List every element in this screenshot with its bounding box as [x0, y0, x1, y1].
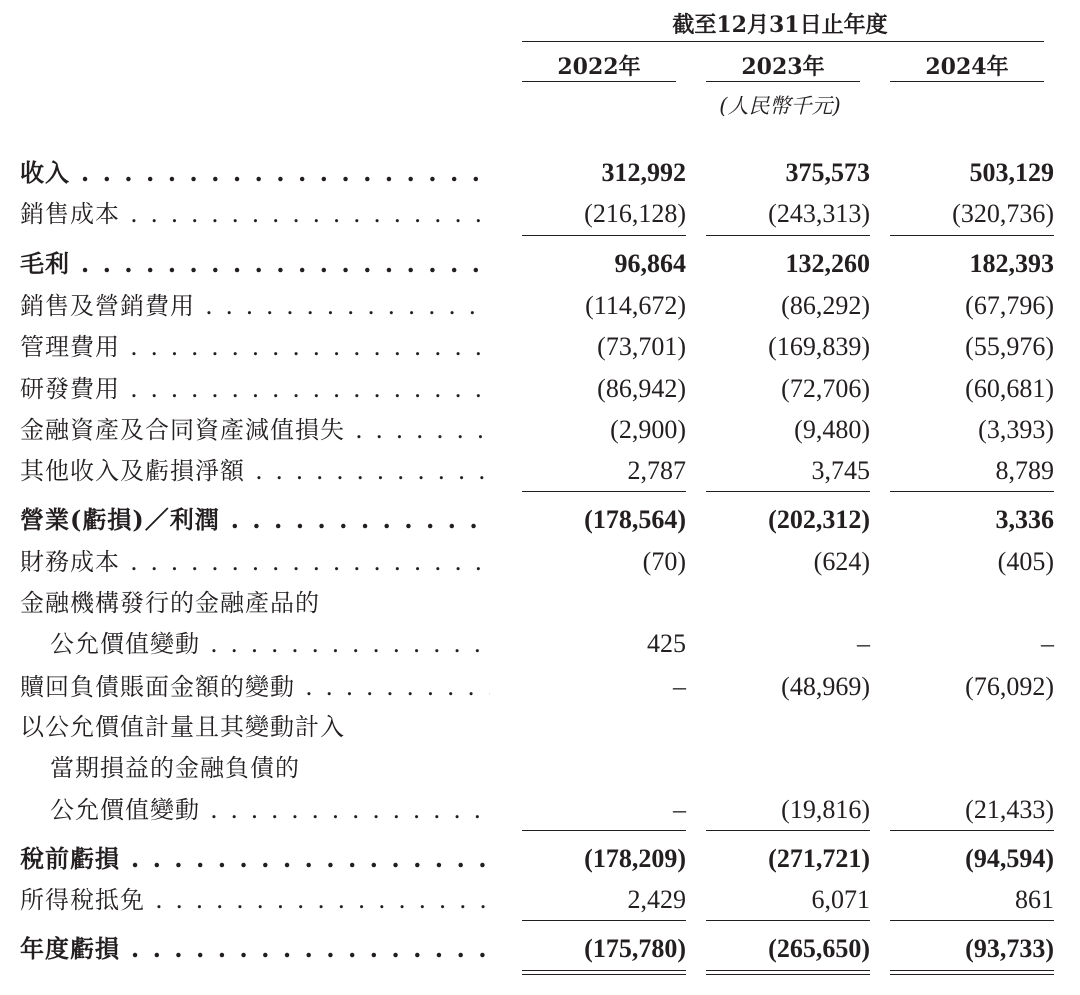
row-label: 銷售及營銷費用 . . .: [20, 286, 490, 326]
total-double-rule: [706, 970, 870, 975]
total-double-rule: [522, 970, 686, 975]
subtotal-rule: [890, 235, 1054, 236]
value-2022: 96,864: [614, 249, 686, 278]
value-2023: 132,260: [785, 249, 870, 278]
value-2022: (175,780): [584, 934, 686, 963]
row-label: 以公允價值計量且其變動計入: [20, 713, 345, 741]
subtotal-rule: [522, 235, 686, 236]
subtotal-rule: [706, 491, 870, 492]
year-rule-2024: [890, 81, 1044, 82]
table-row: [0, 327, 1080, 367]
year-rule-2023: [706, 81, 860, 82]
subtotal-rule: [890, 491, 1054, 492]
value-2024: (60,681): [965, 374, 1054, 403]
value-2022: (70): [642, 547, 686, 576]
table-row: [0, 369, 1080, 409]
table-row: [0, 929, 1080, 969]
value-2023: 6,071: [811, 885, 870, 914]
total-double-rule: [890, 970, 1054, 975]
table-row: [0, 707, 1080, 747]
row-label: 銷售成本 . . .: [20, 194, 490, 234]
row-label: 贖回負債賬面金額的變動 . . .: [20, 667, 490, 707]
subtotal-rule: [522, 920, 686, 921]
value-2022: –: [673, 672, 686, 701]
value-2024: (67,796): [965, 291, 1054, 320]
year-header-2023: 2023年: [741, 54, 825, 80]
subtotal-rule: [706, 830, 870, 831]
period-header: 截至12月31日止年度: [672, 12, 888, 38]
value-2022: 425: [647, 629, 686, 658]
value-2024: (76,092): [965, 672, 1054, 701]
table-row: [0, 839, 1080, 879]
value-2024: 8,789: [995, 456, 1054, 485]
table-row: [0, 500, 1080, 540]
subtotal-rule: [890, 830, 1054, 831]
row-label: 收入 . . .: [20, 153, 490, 193]
value-2022: (114,672): [585, 291, 686, 320]
table-row: [0, 542, 1080, 582]
row-label: 金融機構發行的金融產品的: [20, 589, 320, 617]
value-2024: (320,736): [952, 199, 1054, 228]
value-2023: 375,573: [785, 158, 870, 187]
value-2024: (3,393): [978, 415, 1054, 444]
value-2023: (202,312): [768, 505, 870, 534]
table-row: [0, 194, 1080, 234]
value-2024: (55,976): [965, 332, 1054, 361]
subtotal-rule: [706, 920, 870, 921]
row-label: 當期損益的金融負債的: [50, 754, 300, 782]
table-row: [0, 667, 1080, 707]
value-2023: (243,313): [768, 199, 870, 228]
value-2024: 861: [1015, 885, 1054, 914]
unit-label: (人民幣千元): [719, 94, 841, 118]
year-header-2024: 2024年: [925, 54, 1009, 80]
value-2022: –: [673, 795, 686, 824]
value-2023: (72,706): [781, 374, 870, 403]
subtotal-rule: [706, 235, 870, 236]
value-2024: (405): [997, 547, 1054, 576]
row-label: 稅前虧損 . . .: [20, 839, 490, 879]
year-header-2022: 2022年: [557, 54, 641, 80]
row-label: 金融資產及合同資產減值損失 . . .: [20, 410, 490, 450]
value-2023: (48,969): [781, 672, 870, 701]
value-2024: 3,336: [995, 505, 1054, 534]
table-row: [0, 451, 1080, 491]
value-2022: (178,564): [584, 505, 686, 534]
value-2023: (86,292): [781, 291, 870, 320]
row-label: 研發費用 . . .: [20, 369, 490, 409]
table-row: [0, 880, 1080, 920]
table-row: [0, 748, 1080, 788]
row-label: 管理費用 . . .: [20, 327, 490, 367]
value-2024: 503,129: [969, 158, 1054, 187]
row-label: 財務成本 . . .: [20, 542, 490, 582]
subtotal-rule: [890, 920, 1054, 921]
value-2024: (94,594): [965, 844, 1054, 873]
table-row: [0, 583, 1080, 623]
row-label: 毛利 . . .: [20, 244, 490, 284]
table-row: [0, 286, 1080, 326]
table-row: [0, 153, 1080, 193]
value-2022: (73,701): [597, 332, 686, 361]
value-2022: 2,429: [627, 885, 686, 914]
year-rule-2022: [522, 81, 676, 82]
value-2024: (21,433): [965, 795, 1054, 824]
value-2022: 312,992: [601, 158, 686, 187]
table-row: [0, 624, 1080, 664]
value-2023: (271,721): [768, 844, 870, 873]
value-2023: (265,650): [768, 934, 870, 963]
row-label: 營業(虧損)／利潤 . . .: [20, 500, 490, 540]
value-2024: (93,733): [965, 934, 1054, 963]
value-2024: 182,393: [969, 249, 1054, 278]
value-2022: 2,787: [627, 456, 686, 485]
value-2022: (216,128): [584, 199, 686, 228]
value-2023: 3,745: [811, 456, 870, 485]
value-2023: (169,839): [768, 332, 870, 361]
table-row: [0, 410, 1080, 450]
row-label: 其他收入及虧損淨額 . . .: [20, 451, 490, 491]
value-2023: (19,816): [781, 795, 870, 824]
value-2022: (86,942): [597, 374, 686, 403]
value-2024: –: [1041, 629, 1054, 658]
table-row: [0, 244, 1080, 284]
value-2023: –: [857, 629, 870, 658]
row-label: 所得稅抵免 . . .: [20, 880, 490, 920]
subtotal-rule: [522, 491, 686, 492]
value-2023: (9,480): [794, 415, 870, 444]
value-2023: (624): [813, 547, 870, 576]
row-label: 公允價值變動 . . .: [50, 624, 490, 664]
table-row: [0, 790, 1080, 830]
row-label: 年度虧損 . . .: [20, 929, 490, 969]
subtotal-rule: [522, 830, 686, 831]
value-2022: (178,209): [584, 844, 686, 873]
value-2022: (2,900): [610, 415, 686, 444]
period-rule: [522, 41, 1044, 42]
row-label: 公允價值變動 . . .: [50, 790, 490, 830]
